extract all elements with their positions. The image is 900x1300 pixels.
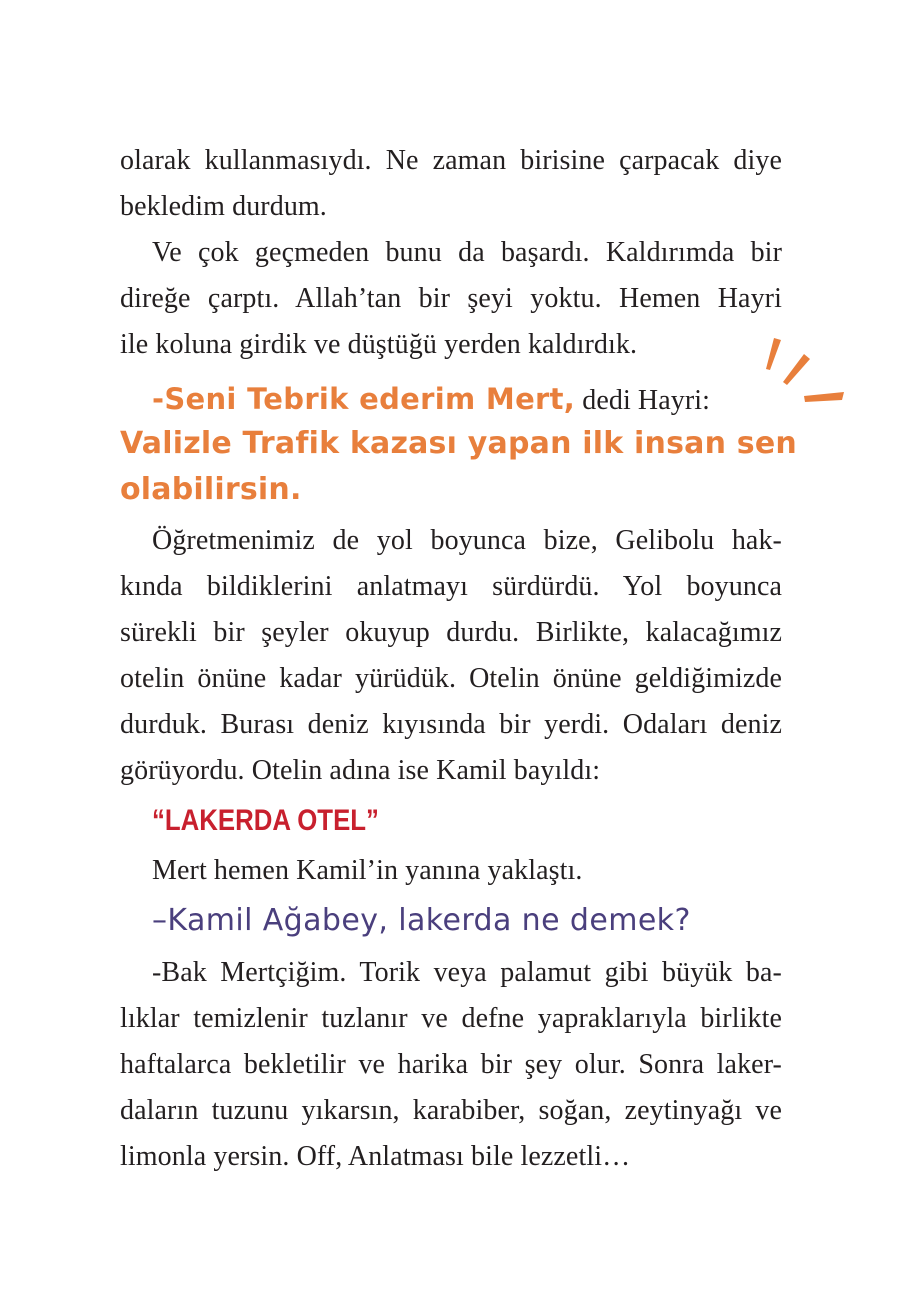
text-line: Öğretmenimiz de yol boyunca bize, Gelibolu hak- — [152, 525, 782, 556]
text-line: -Bak Mertçiğim. Torik veya palamut gibi büyük ba- — [152, 957, 782, 988]
hayri-quote: -Seni Tebrik ederim Mert, — [152, 382, 576, 416]
hayri-quote-end: olabilirsin. — [120, 472, 302, 507]
text-line: görüyordu. Otelin adına ise Kamil bayıldı: — [120, 755, 601, 786]
text-line: limonla yersin. Off, Anlatması bile lezzetli… — [120, 1141, 631, 1172]
hotel-name: “LAKERDA OTEL” — [152, 804, 379, 837]
dialogue-line-hayri — [152, 376, 782, 424]
text-line: direğe çarptı. Allah’tan bir şeyi yoktu. Hemen Hayri — [120, 283, 782, 314]
text-line: daların tuzunu yıkarsın, karabiber, soğan, zeytinyağı ve — [120, 1095, 782, 1126]
text-line: Mert hemen Kamil’in yanına yaklaştı. — [152, 855, 583, 886]
dialogue-tag: dedi Hayri: — [575, 385, 711, 416]
exclamation-burst-icon — [760, 336, 844, 416]
mert-question: –Kamil Ağabey, lakerda ne demek? — [152, 903, 691, 938]
text-line: durduk. Burası deniz kıyısında bir yerdi. Odaları deniz — [120, 709, 782, 740]
text-line: olarak kullanmasıydı. Ne zaman birisine çarpacak diye — [120, 145, 782, 176]
text-line: bekledim durdum. — [120, 191, 327, 222]
text-line: kında bildiklerini anlatmayı sürdürdü. Yol boyunca — [120, 571, 782, 602]
text-line: haftalarca bekletilir ve harika bir şey olur. Sonra laker- — [120, 1049, 782, 1080]
text-line: Ve çok geçmeden bunu da başardı. Kaldırımda bir — [152, 237, 782, 268]
hayri-quote-continued: Valizle Trafik kazası yapan ilk insan sen — [120, 426, 797, 461]
text-line: otelin önüne kadar yürüdük. Otelin önüne geldiğimizde — [120, 663, 782, 694]
text-line: lıklar temizlenir tuzlanır ve defne yapraklarıyla birlikte — [120, 1003, 782, 1034]
text-line: ile koluna girdik ve düştüğü yerden kaldırdık. — [120, 329, 638, 360]
text-line: sürekli bir şeyler okuyup durdu. Birlikte, kalacağımız — [120, 617, 782, 648]
